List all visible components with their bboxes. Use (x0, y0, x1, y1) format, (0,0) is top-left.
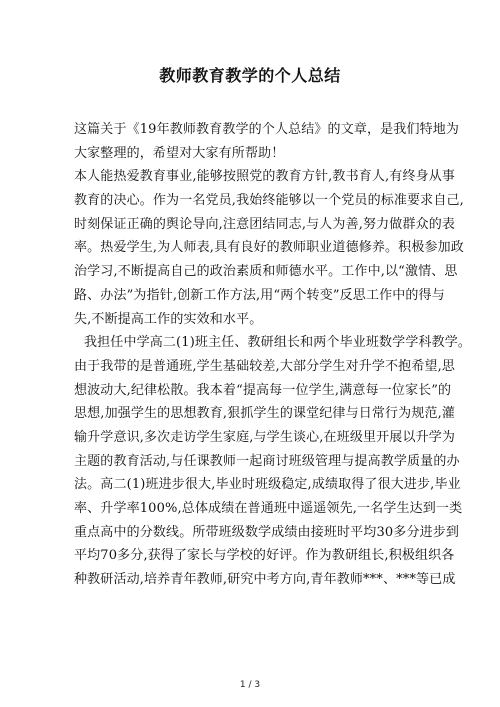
text-line: 主题的教育活动,与任课教师一起商讨班级管理与提高教学质量的办 (74, 453, 460, 469)
text-line: 种教研活动,培养青年教师,研究中考方向,青年教师***、***等已成 (74, 572, 456, 588)
text-line: 教育的决心。作为一名党员,我始终能够以一个党员的标准要求自己, (74, 193, 464, 209)
text-line: 这篇关于《19年教师教育教学的个人总结》的文章，是我们特地为 (74, 122, 460, 137)
document-title: 教师教育教学的个人总结 (159, 66, 341, 85)
text-line: 重点高中的分数线。所带班级数学成绩由接班时平均30多分进步到 (74, 524, 460, 540)
text-line: 大家整理的，希望对大家有所帮助！ (74, 145, 285, 161)
text-line: 治学习,不断提高自己的政治素质和师德水平。工作中,以“激情、思 (74, 264, 458, 280)
document-body (74, 118, 472, 592)
page-number: 1 / 3 (239, 680, 261, 690)
text-line: 输升学意识,多次走访学生家庭,与学生谈心,在班级里开展以升学为 (74, 429, 456, 445)
text-line: 想波动大,纪律松散。我本着“提高每一位学生,满意每一位家长”的 (74, 382, 452, 398)
text-line: 由于我带的是普通班,学生基础较差,大部分学生对升学不抱希望,思 (74, 358, 456, 374)
text-line: 我担任中学高二(1)班主任、教研组长和两个毕业班数学学科教学。 (84, 335, 472, 351)
text-line: 失,不断提高工作的实效和水平。 (74, 311, 263, 327)
text-line: 路、办法”为指针,创新工作方法,用“两个转变”反思工作中的得与 (74, 287, 445, 303)
text-line: 思想,加强学生的思想教育,狠抓学生的课堂纪律与日常行为规范,灌 (74, 406, 456, 422)
text-line: 本人能热爱教育事业,能够按照党的教育方针,教书育人,有终身从事 (74, 169, 456, 185)
text-line: 平均70多分,获得了家长与学校的好评。作为教研组长,积极组织各 (74, 548, 455, 564)
text-line: 率。热爱学生,为人师表,具有良好的教师职业道德修养。积极参加政 (74, 240, 464, 256)
text-line: 时刻保证正确的舆论导向,注意团结同志,与人为善,努力做群众的表 (74, 216, 456, 232)
text-line: 率、升学率100%,总体成绩在普通班中遥遥领先,一名学生达到一类 (74, 501, 463, 516)
text-line: 法。高二(1)班进步很大,毕业时班级稳定,成绩取得了很大进步,毕业 (74, 477, 461, 493)
